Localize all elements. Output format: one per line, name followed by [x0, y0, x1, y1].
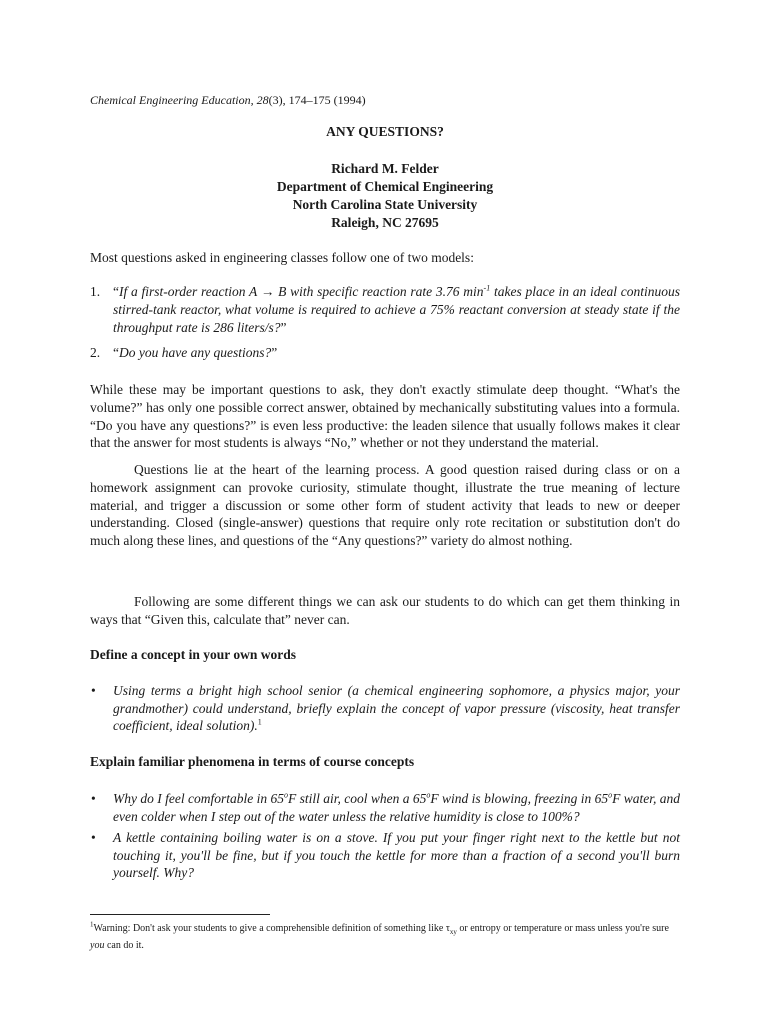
close-quote: ” [271, 345, 278, 360]
author-block [90, 160, 680, 232]
list-number: 1. [90, 284, 101, 299]
intro-paragraph: Most questions asked in engineering classes follow one of two models: [90, 250, 474, 265]
journal-issue-pages-year: (3), 174–175 (1994) [268, 93, 366, 107]
footnote [90, 922, 680, 952]
question-text: Do you have any questions? [119, 345, 272, 360]
list-item [90, 682, 680, 735]
footnote-marker: 1 [90, 920, 94, 929]
tau-symbol [446, 923, 457, 934]
citation [90, 93, 366, 108]
footnote-text-b: or entropy or temperature or mass unless you're sure [456, 923, 669, 934]
question-text-a: If a first-order reaction A [119, 284, 261, 299]
author-department: Department of Chemical Engineering [276, 179, 494, 194]
body-paragraph-3: Following are some different things we can ask our students to do which can get them thinking in ways that “Given this, calculate that” never can. [90, 594, 680, 627]
author-location: Raleigh, NC 27695 [331, 215, 439, 230]
bullet-icon: • [91, 791, 96, 806]
bullet-text-b: F still air, cool when a 65 [288, 791, 427, 806]
author-university: North Carolina State University [292, 197, 478, 212]
question-text-c: takes place in an ideal continuous stirred-tank reactor, what volume is required to achieve a 75% reactant conversion at steady state if the throughput rate is 286 liters/s? [113, 284, 681, 335]
bullet-text-d: F water, and even colder when I step out of the water unless the relative humidity is close to 100%? [113, 791, 680, 824]
journal-name: Chemical Engineering Education, [90, 93, 257, 107]
bullet-text-c: F wind is blowing, freezing in 65 [430, 791, 609, 806]
question-model-item [90, 344, 680, 362]
bullet-icon: • [91, 683, 96, 698]
tau-letter: τ [445, 923, 450, 934]
footnote-divider [90, 914, 270, 915]
footnote-text-c: can do it. [104, 940, 144, 951]
journal-volume: 28 [256, 93, 269, 107]
paper-title: ANY QUESTIONS? [326, 124, 444, 139]
degree-mark: o [426, 790, 431, 800]
question-model-item [90, 283, 680, 337]
author-name: Richard M. Felder [331, 161, 439, 176]
tau-subscript: xy [449, 928, 457, 936]
footnote-text-a: Warning: Don't ask your students to give a comprehensible definition of something like [93, 923, 446, 934]
section-heading: Define a concept in your own words [90, 647, 297, 662]
section-bullet-list [90, 790, 680, 882]
section-heading: Explain familiar phenomena in terms of course concepts [90, 754, 415, 769]
degree-mark: o [284, 790, 288, 800]
question-models-list [90, 283, 680, 362]
open-quote: “ [113, 345, 119, 360]
list-item [90, 829, 680, 882]
bullet-text: Using terms a bright high school senior (a chemical engineering sophomore, a physics major, your grandmother) could understand, briefly explain the concept of vapor pressure (viscosity, heat transfer coefficient, ideal solution). [113, 683, 680, 733]
body-paragraph-2: Questions lie at the heart of the learning process. A good question raised during class or on a homework assignment can provoke curiosity, stimulate thought, illustrate the true meaning of lecture material, and trigger a discussion or some other form of student activity that leads to new or deeper understanding. Closed (single-answer) questions that require only rote recitation or substitution don't do much along these lines, and questions of the “Any questions?” variety do almost nothing. [90, 462, 680, 549]
bullet-text: A kettle containing boiling water is on a stove. If you put your finger right next to the kettle but not touching it, you'll be fine, but if you touch the kettle for more than a fraction of a second you'll burn yourself. Why? [113, 830, 680, 880]
body-paragraph-1: While these may be important questions to ask, they don't exactly stimulate deep thought. “What's the volume?” has only one possible correct answer, obtained by mechanically substituting values into a formula. “Do you have any questions?” is even less productive: the leaden silence that usually follows makes it clear that the answer for most students is always “No,” whether or not they understand the material. [90, 382, 680, 451]
footnote-emphasis: you [90, 940, 105, 951]
question-text-b: B with specific reaction rate 3.76 min [274, 284, 484, 299]
section-bullet-list [90, 682, 680, 735]
list-item [90, 790, 680, 825]
bullet-icon: • [91, 830, 96, 845]
reaction-arrow: → [260, 284, 275, 299]
bullet-text-a: Why do I feel comfortable in 65 [113, 791, 284, 806]
open-quote: “ [113, 284, 119, 299]
degree-mark: o [608, 790, 613, 800]
list-number: 2. [90, 345, 101, 360]
rate-exponent: -1 [483, 283, 491, 293]
close-quote: ” [280, 320, 287, 335]
footnote-ref: 1 [257, 717, 262, 727]
